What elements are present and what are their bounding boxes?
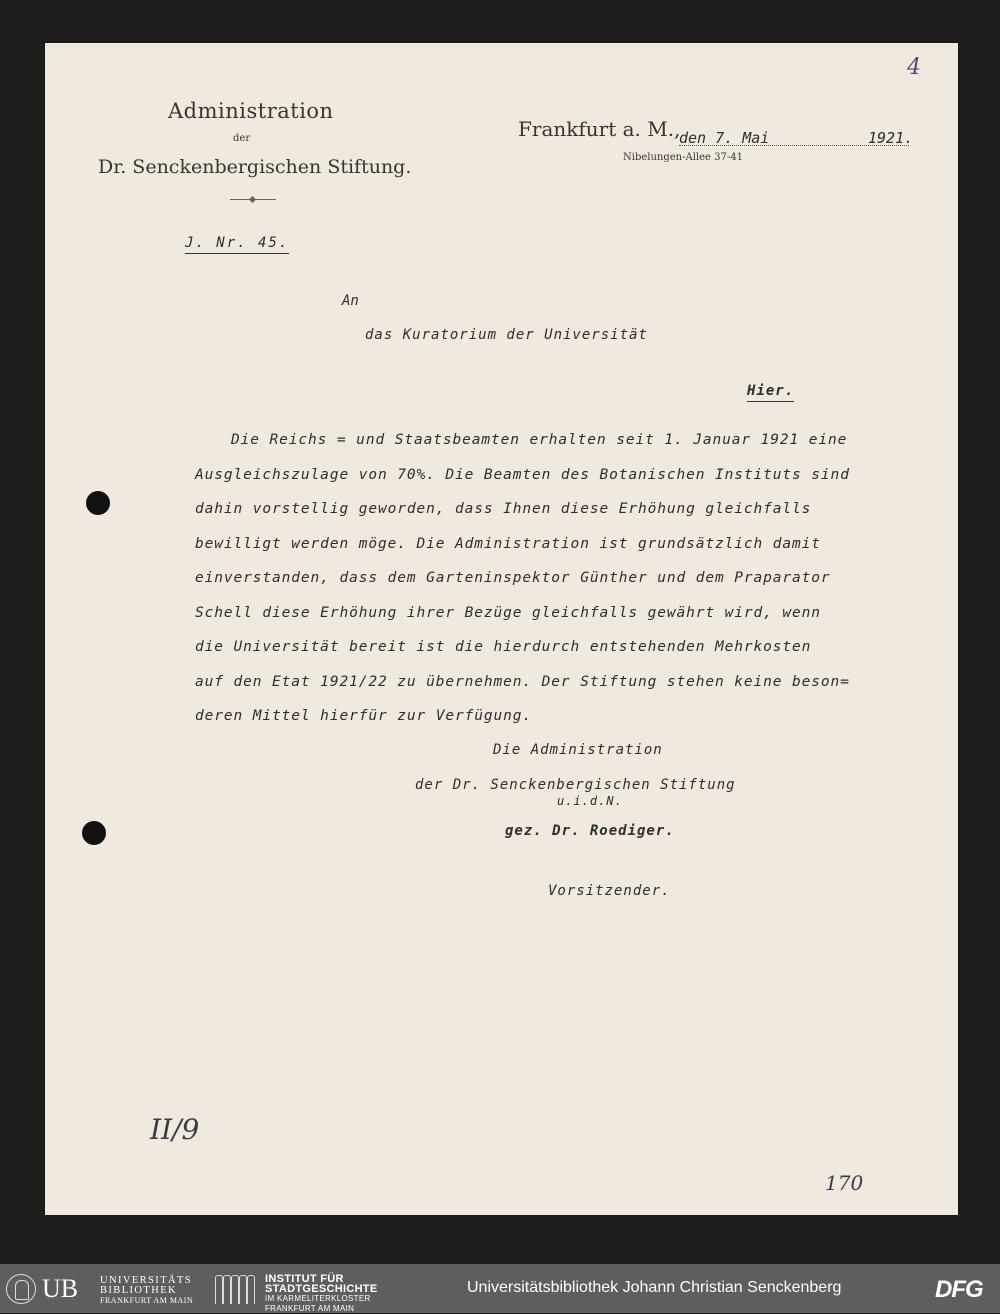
signature-line-title: Vorsitzender. bbox=[548, 883, 671, 899]
recipient-location: Hier. bbox=[747, 383, 794, 402]
body-line: Schell diese Erhöhung ihrer Bezüge gleichfalls gewährt wird, wenn bbox=[195, 604, 821, 621]
footer-bar bbox=[0, 1264, 1000, 1313]
body-line: Ausgleichszulage von 70%. Die Beamten des Botanischen Instituts sind bbox=[195, 466, 850, 483]
handwritten-page-number: 170 bbox=[825, 1171, 864, 1195]
letter-page bbox=[45, 43, 958, 1215]
footer-library-name: Universitätsbibliothek Johann Christian Senckenberg bbox=[467, 1279, 842, 1296]
body-line: auf den Etat 1921/22 zu übernehmen. Der Stiftung stehen keine beson= bbox=[195, 673, 850, 690]
isg-logo-text bbox=[265, 1274, 377, 1314]
letterhead-place: Frankfurt a. M., bbox=[518, 117, 681, 141]
ub-line1: UNIVERSITÄTS bbox=[100, 1275, 193, 1286]
isg-arches-icon bbox=[215, 1274, 255, 1304]
isg-line2: STADTGESCHICHTE bbox=[265, 1283, 378, 1295]
letterhead-der: der bbox=[233, 133, 251, 144]
ub-portrait-icon bbox=[6, 1274, 36, 1304]
ub-logo-text bbox=[100, 1276, 193, 1306]
body-line: die Universität bereit ist die hierdurch entstehenden Mehrkosten bbox=[195, 639, 812, 655]
letter-body bbox=[195, 430, 955, 741]
signature-line-uidn: u.i.d.N. bbox=[557, 794, 623, 808]
recipient-name: das Kuratorium der Universität bbox=[365, 327, 648, 343]
body-line: dahin vorstellig geworden, dass Ihnen diese Erhöhung gleichfalls bbox=[195, 501, 812, 517]
ub-line2: BIBLIOTHEK bbox=[100, 1285, 177, 1296]
signature-line-administration: Die Administration bbox=[493, 742, 663, 758]
recipient-an: An bbox=[342, 293, 359, 309]
body-line: einverstanden, dass dem Garteninspektor Günther und dem Praparator bbox=[195, 570, 831, 586]
handwritten-folio-number: 4 bbox=[907, 55, 921, 80]
body-line: Die Reichs = und Staatsbeamten erhalten seit 1. Januar 1921 eine bbox=[231, 432, 848, 448]
letterhead-address: Nibelungen-Allee 37-41 bbox=[623, 152, 743, 163]
signature-line-foundation: der Dr. Senckenbergischen Stiftung bbox=[415, 777, 736, 793]
letterhead-ornament-rule bbox=[230, 199, 276, 200]
letter-year: 1921. bbox=[868, 129, 914, 147]
dfg-logo: DFG bbox=[935, 1276, 983, 1303]
punch-hole bbox=[82, 821, 106, 845]
punch-hole bbox=[86, 491, 110, 515]
isg-line1: INSTITUT FÜR bbox=[265, 1273, 344, 1285]
letter-date: den 7. Mai bbox=[679, 129, 770, 147]
journal-number: J. Nr. 45. bbox=[185, 235, 289, 254]
handwritten-archive-mark: II/9 bbox=[150, 1113, 200, 1146]
ub-logo-letters: UB bbox=[42, 1274, 79, 1303]
letterhead-title: Administration bbox=[168, 99, 334, 123]
isg-line4: FRANKFURT AM MAIN bbox=[265, 1304, 355, 1313]
signature-line-signed: gez. Dr. Roediger. bbox=[505, 823, 675, 839]
body-line: deren Mittel hierfür zur Verfügung. bbox=[195, 708, 533, 724]
body-line: bewilligt werden möge. Die Administration ist grundsätzlich damit bbox=[195, 535, 821, 552]
letterhead-foundation-name: Dr. Senckenbergischen Stiftung. bbox=[98, 156, 412, 178]
isg-line3: IM KARMELITERKLOSTER bbox=[265, 1294, 371, 1303]
ub-line3: FRANKFURT AM MAIN bbox=[100, 1296, 194, 1305]
